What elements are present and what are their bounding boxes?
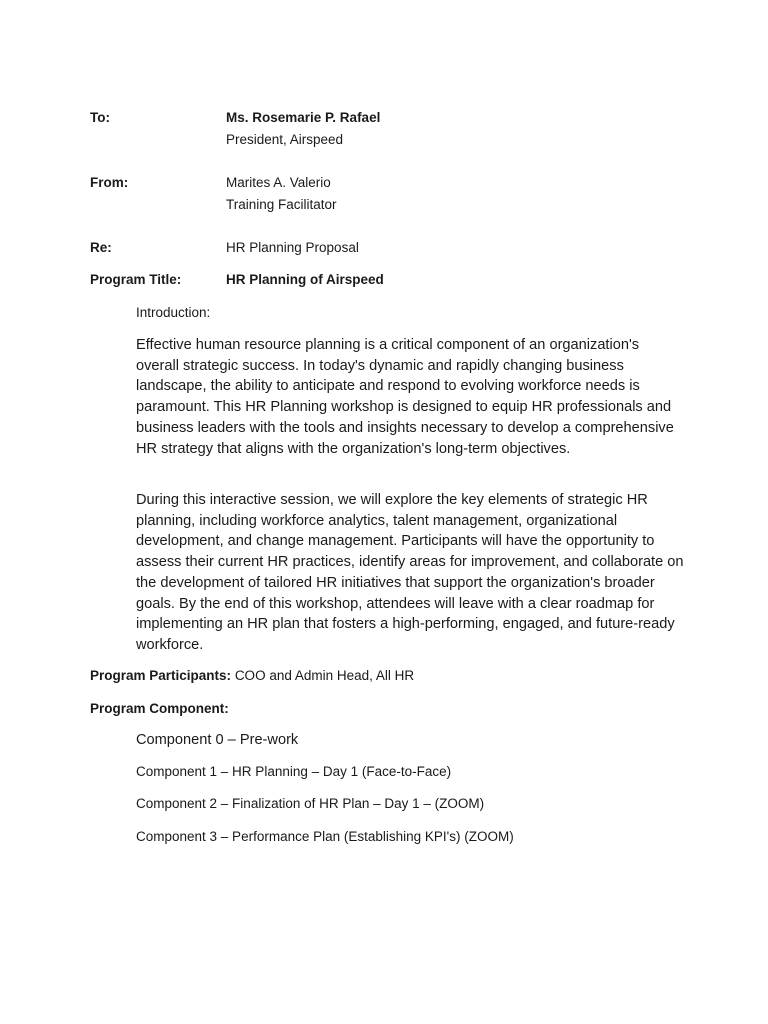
participants-row [90, 666, 414, 686]
component-item-0: Component 0 – Pre-work [136, 732, 299, 748]
to-label: To: [90, 110, 110, 125]
introduction-paragraph: Effective human resource planning is a critical component of an organization's overall strategic success. In today's dynamic and rapidly changing business landscape, the ability to anticipate and respond to evolving workforce needs is paramount. This HR Planning workshop is designed to equip HR professionals and business leaders with the tools and insights necessary to develop a comprehensive HR strategy that aligns with the organization's long-term objectives. [136, 337, 674, 457]
participants-label: Program Participants: [90, 668, 232, 683]
component-item-1: Component 1 – HR Planning – Day 1 (Face-to-Face) [136, 764, 452, 779]
program-title-label: Program Title: [90, 272, 182, 287]
introduction-heading: Introduction: [136, 305, 211, 320]
introduction-paragraph-1-wrap [136, 335, 686, 459]
program-title-value: HR Planning of Airspeed [226, 272, 384, 287]
sender-name: Marites A. Valerio [226, 175, 331, 190]
introduction-paragraph-2-wrap [136, 490, 686, 656]
re-label: Re: [90, 240, 112, 255]
recipient-name: Ms. Rosemarie P. Rafael [226, 110, 381, 125]
from-label: From: [90, 175, 129, 190]
participants-value: COO and Admin Head, All HR [234, 668, 415, 683]
recipient-title: President, Airspeed [226, 132, 344, 147]
to-value [226, 107, 380, 151]
from-value [226, 172, 337, 216]
component-item-2: Component 2 – Finalization of HR Plan – Day 1 – (ZOOM) [136, 796, 485, 811]
component-item-3: Component 3 – Performance Plan (Establishing KPI's) (ZOOM) [136, 829, 514, 844]
re-value: HR Planning Proposal [226, 240, 359, 255]
sender-title: Training Facilitator [226, 197, 337, 212]
introduction-paragraph: During this interactive session, we will explore the key elements of strategic HR planning, including workforce analytics, talent management, organizational development, and change management. Participants will have the opportunity to assess their current HR practices, identify areas for improvement, and collaborate on the development of tailored HR initiatives that support the organization's broader goals. By the end of this workshop, attendees will leave with a clear roadmap for implementing an HR plan that fosters a high-performing, engaged, and future-ready workforce. [136, 492, 684, 653]
components-label: Program Component: [90, 701, 229, 716]
